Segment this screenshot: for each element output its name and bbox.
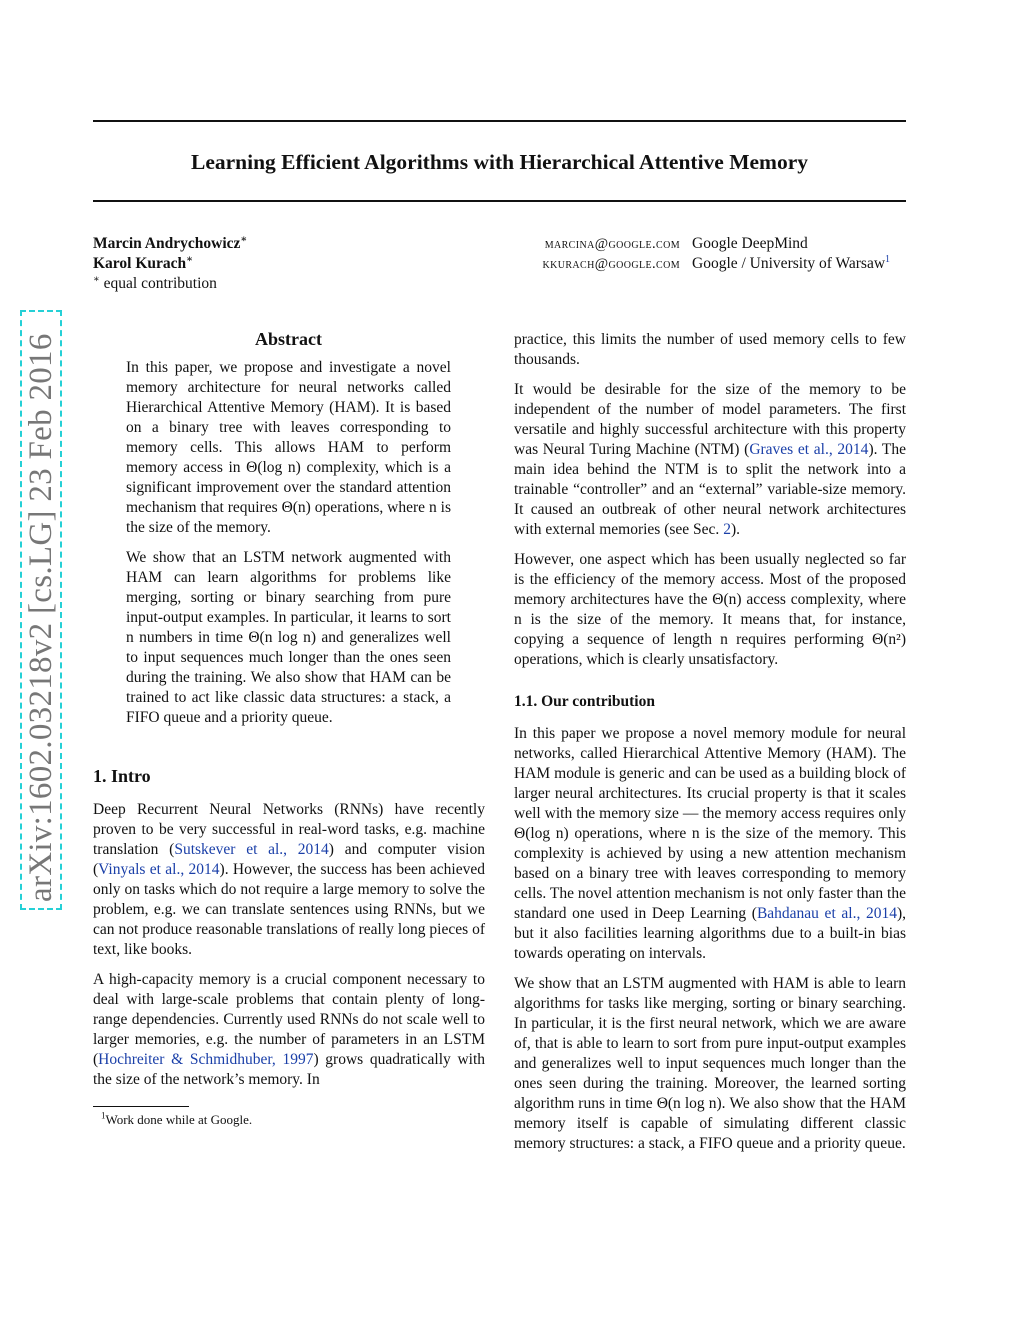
abstract [126,326,451,728]
abstract-heading: Abstract [255,329,322,349]
citation-link[interactable]: Bahdanau et al., 2014 [756,905,897,922]
section-reference-link[interactable]: 2 [723,521,731,538]
affiliation-footnote-link[interactable]: 1 [885,253,891,265]
title-top-rule [93,120,906,122]
body-paragraph: However, one aspect which has been usually neglected so far is the efficiency of the memory access. Most of the proposed memory architectures have the Θ(n) access complexity, where n is the size of the memory. It means that, for instance, copying a sequence of length n requires performing Θ(n²) operations, which is clearly unsatisfactory. [514,551,906,668]
right-column [514,330,906,1164]
citation-link[interactable]: Sutskever et al., 2014 [174,841,329,858]
paper-title: Learning Efficient Algorithms with Hierarchical Attentive Memory [190,150,808,174]
author-email: kkurach@google.com [542,256,680,272]
title-bottom-rule [93,200,906,202]
citation-link[interactable]: Hochreiter & Schmidhuber, 1997 [98,1051,314,1068]
section-heading-intro: 1. Intro [93,766,151,786]
author-name: Marcin Andrychowicz∗ [93,233,248,252]
subsection-heading-contribution: 1.1. Our contribution [514,693,655,710]
footnote-rule [93,1106,189,1107]
author-row [93,254,906,274]
body-paragraph: It would be desirable for the size of the memory to be independent of the number of model parameters. The first versatile and highly successful architecture with this property was Neural Turing Machine (NTM) (Graves et al., 2014). The main idea behind the NTM is to split the network into a trainable “controller” and an “external” variable-size memory. It caused an outbreak of other neural network architectures with external memories (see Sec. 2). [514,381,906,538]
author-name: Karol Kurach∗ [93,253,194,272]
abstract-paragraph: In this paper, we propose and investigate a novel memory architecture for neural networks called Hierarchical Attentive Memory (HAM). It is based on a binary tree with leaves corresponding to memory cells. This allows HAM to perform memory access in Θ(log n) complexity, which is a significant improvement over the standard attention mechanism that requires Θ(n) operations, where n is the size of the memory. [126,359,451,536]
body-paragraph: In this paper we propose a novel memory module for neural networks, called Hierarchical Attentive Memory (HAM). The HAM module is generic and can be used as a building block of larger neural architectures. Its crucial property is that it scales well with the memory size — the memory access requires only Θ(log n) operations, where n is the size of the memory. This complexity is achieved by using a new attention mechanism based on a binary tree with leaves corresponding to memory cells. The novel attention mechanism is not only faster than the standard one used in Deep Learning (Bahdanau et al., 2014), but it also facilities learning algorithms due to a built-in bias towards operating on intervals. [514,725,906,962]
intro-paragraph: A high-capacity memory is a crucial component necessary to deal with large-scale problems that contain plenty of long-range dependencies. Currently used RNNs do not scale well to larger memories, e.g. the number of parameters in an LSTM (Hochreiter & Schmidhuber, 1997) grows quadratically with the size of the network’s memory. In [93,971,486,1088]
footnote: $^1$Work done while at Google. [101,1110,253,1127]
body-paragraph: We show that an LSTM augmented with HAM is able to learn algorithms for tasks like merging, sorting or binary searching. In particular, it is the first neural network, which we are aware of, that is able to learn to sort from pure input-output examples and generalizes well to input sequences much longer than the ones seen during the training. Moreover, the learned sorting algorithm runs in time Θ(n log n). We also show that the HAM memory itself is capable of simulating different classic memory structures: a stack, a FIFO queue and a priority queue. [514,975,906,1152]
intro-paragraph: Deep Recurrent Neural Networks (RNNs) have recently proven to be very successful in real-word tasks, e.g. machine translation (Sutskever et al., 2014) and computer vision (Vinyals et al., 2014). However, the success has been achieved only on tasks which do not require a large memory to solve the problem, e.g. we can translate sentences using RNNs, but we can not produce reasonable translations of really long pieces of text, like books. [93,801,485,958]
citation-link[interactable]: Graves et al., 2014 [749,441,869,458]
abstract-paragraph: We show that an LSTM network augmented with HAM can learn algorithms for problems like merging, sorting or binary searching from pure input-output examples. In particular, it learns to sort n numbers in time Θ(n log n) and generalizes well to input sequences much longer than the ones seen during the training. We also show that HAM can be trained to act like classic data structures: a stack, a FIFO queue and a priority queue. [126,549,451,726]
citation-link[interactable]: Vinyals et al., 2014 [98,861,220,878]
author-row [93,234,906,254]
equal-contribution-note: ∗ equal contribution [93,273,217,292]
left-column [93,326,485,1128]
author-affiliation: Google / University of Warsaw$^1$ [692,253,891,272]
author-affiliation: Google DeepMind [692,235,808,252]
body-paragraph: practice, this limits the number of used memory cells to few thousands. [514,331,906,368]
author-email: marcina@google.com [544,236,680,252]
arxiv-stamp: arXiv:1602.03218v2 [cs.LG] 23 Feb 2016 [22,312,60,908]
author-block [93,234,906,294]
